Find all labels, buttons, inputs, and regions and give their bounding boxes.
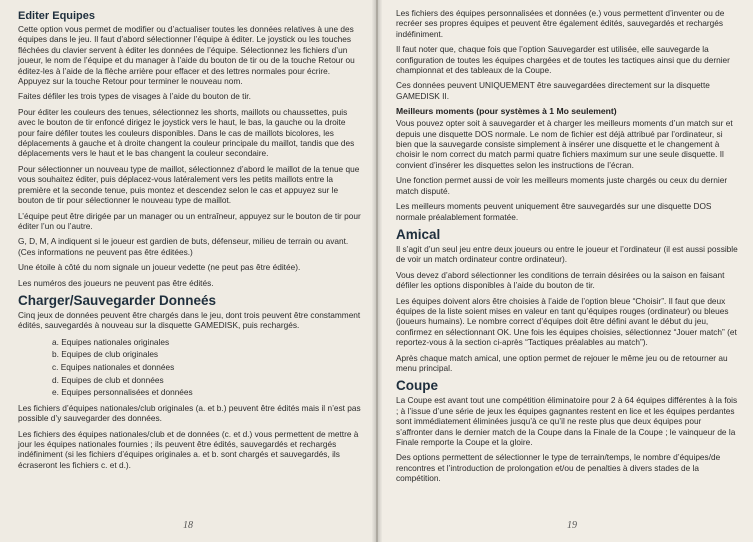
heading-editer-equipes: Editer Equipes	[18, 10, 96, 22]
paragraph: Il s’agit d’un seul jeu entre deux joueurs ou entre le joueur et l’ordinateur (il est aussi possible de voir un match ordinateur contre ordinateur).	[396, 243, 738, 265]
paragraph: Les numéros des joueurs ne peuvent pas être édités.	[18, 277, 214, 288]
paragraph: Les fichiers des équipes nationales/club et de données (c. et d.) vous permettent de mettre à jour les équipes nationales fournies ; ils peuvent être édités, sauvegardés et rechargés indéfiniment (si les fichiers d’équipes originales a. et b. sont chargés et sauvegardés, ils écraseront les fichiers c. et d.).	[18, 428, 359, 470]
data-set-list	[52, 336, 362, 399]
paragraph: Des options permettent de sélectionner le type de terrain/temps, le nombre d’équipes/de rencontres et l’introduction de prolongation et/ou de penalties à divers stades de la compétition.	[396, 452, 721, 484]
right-page	[378, 0, 753, 542]
list-item: e. Equipes personnalisées et données	[52, 387, 193, 398]
list-item: a. Equipes nationales originales	[52, 336, 170, 347]
book-gutter	[372, 0, 382, 542]
page-number: 18	[183, 520, 193, 531]
paragraph: Ces données peuvent UNIQUEMENT être sauvegardées directement sur la disquette GAMEDISK II.	[396, 80, 710, 101]
paragraph: La Coupe est avant tout une compétition éliminatoire pour 2 à 64 équipes différentes à la fois ; à l’issue d’une série de jeux les équipes gagnantes restent en lice et les équipes perdantes sont immédiatement éliminées jusqu’à ce qu’il ne reste plus que deux équipes pour s’affronter dans le dernier match de la Coupe dans la Finale de la Coupe ; le vainqueur de la Finale remporte la Coupe et la gloire.	[396, 395, 738, 447]
list-item: b. Equipes de club originales	[52, 349, 159, 360]
paragraph: Cinq jeux de données peuvent être chargés dans le jeu, dont trois peuvent être constamment édités, sauvegardés à nouveau sur la disquette GAMEDISK, puis rechargés.	[18, 309, 361, 331]
list-item: c. Equipes nationales et données	[52, 361, 175, 372]
heading-coupe: Coupe	[396, 378, 438, 394]
paragraph: L’équipe peut être dirigée par un manager ou un entraîneur, appuyez sur le bouton de tir pour éditer l’un ou l’autre.	[18, 210, 361, 231]
paragraph: Faites défiler les trois types de visages à l’aide du bouton de tir.	[18, 91, 251, 102]
left-page	[0, 0, 376, 542]
page-number: 19	[567, 520, 577, 531]
paragraph: Il faut noter que, chaque fois que l’option Sauvegarder est utilisée, elle sauvegarde la configuration de toutes les équipes chargées et de toutes les tactiques ainsi que du dernier championnat et des tableaux de la Coupe.	[396, 44, 730, 76]
paragraph: Les équipes doivent alors être choisies à l’aide de l’option bleue “Choisir”. Il faut que deux équipes de la liste soient mises en valeur en tant qu’équipes rouges (ordinateur) ou bleues (joueurs humains). Le nombre correct d’équipes doit être défini avant le début du jeu, confirmez en sélectionnant OK. Une fois les équipes choisies, sélectionnez “Jouer match” (et reportez-vous à la section ci-après “Tactiques préalables au match”).	[396, 295, 737, 348]
paragraph: Cette option vous permet de modifier ou d’actualiser toutes les données relatives à une des équipes dans le jeu. Il faut d’abord sélectionner l’équipe à éditer. Le joystick ou les touches fléchées du clavier servent à éditer les données de l’équipe. Sélectionnez les fichiers d’un joueur, le nom de l’équipe et du manager à l’aide du bouton de tir ou de la touche Retour ou éditez-les à l’aide de la flèche arrière pour effacer et des lettres normales pour écrire. Appuyez sur la touche Retour pour terminer le nouveau nom.	[18, 24, 355, 87]
paragraph: Les meilleurs moments peuvent uniquement être sauvegardés sur une disquette DOS normale préalablement formatée.	[396, 201, 712, 222]
paragraph: Pour éditer les couleurs des tenues, sélectionnez les shorts, maillots ou chaussettes, puis avec le bouton de tir enfoncé dirigez le joystick vers le haut, le bas, la gauche ou la droite pour faire défiler toutes les couleurs disponibles. Dans le cas de maillots bicolores, les déplacements à gauche et à droite changent la couleur principale du maillot, tandis que des déplacements vers le haut et le bas changent la couleur secondaire.	[18, 106, 355, 159]
list-item: d. Equipes de club et données	[52, 374, 164, 385]
paragraph: G, D, M, A indiquent si le joueur est gardien de buts, défenseur, milieu de terrain ou avant. (Ces informations ne peuvent pas être éditées.)	[18, 236, 349, 257]
paragraph: Pour sélectionner un nouveau type de maillot, sélectionnez d’abord le maillot de la tenue que vous souhaitez éditer, puis déplacez-vous latéralement vers les petits maillots entre la première et la seconde tenue, puis montez et descendez selon le cas et appuyez sur le bouton de tir pour sélectionner le nouveau type de maillot.	[18, 163, 360, 206]
heading-amical: Amical	[396, 226, 441, 242]
heading-charger-sauvegarder: Charger/Sauvegarder Donneés	[18, 292, 217, 308]
paragraph: Une étoile à côté du nom signale un joueur vedette (ne peut pas être éditée).	[18, 262, 301, 273]
paragraph: Vous devez d’abord sélectionner les conditions de terrain désirées ou la saison en faisant défiler les options disponibles à l’aide du bouton de tir.	[396, 269, 725, 291]
heading-meilleurs-moments: Meilleurs moments (pour systèmes à 1 Mo seulement)	[396, 106, 617, 117]
paragraph: Vous pouvez opter soit à sauvegarder et à charger les meilleurs moments d’un match sur et depuis une disquette DOS normale. Le nom de fichier est déjà attribué par l’ordinateur, si bien que la sauvegarde consiste simplement à insérer une disquette et le changement à choisir le nom correct du match parmi quatre fichiers maximum sur une seule disquette. Il convient d’insérer les disquettes selon les instructions de l’écran.	[396, 118, 733, 170]
paragraph: Les fichiers d’équipes nationales/club originales (a. et b.) peuvent être édités mais il n’est pas possible d’y sauvegarder des données.	[18, 402, 361, 424]
paragraph: Après chaque match amical, une option permet de rejouer le même jeu ou de retourner au menu principal.	[396, 352, 728, 373]
paragraph: Une fonction permet aussi de voir les meilleurs moments juste chargés ou ceux du dernier match disputé.	[396, 175, 728, 196]
paragraph: Les fichiers des équipes personnalisées et données (e.) vous permettent d’inventer ou de recréer ses propres équipes et peuvent être également édités, sauvegardés et rechargés indéfiniment.	[396, 8, 725, 39]
